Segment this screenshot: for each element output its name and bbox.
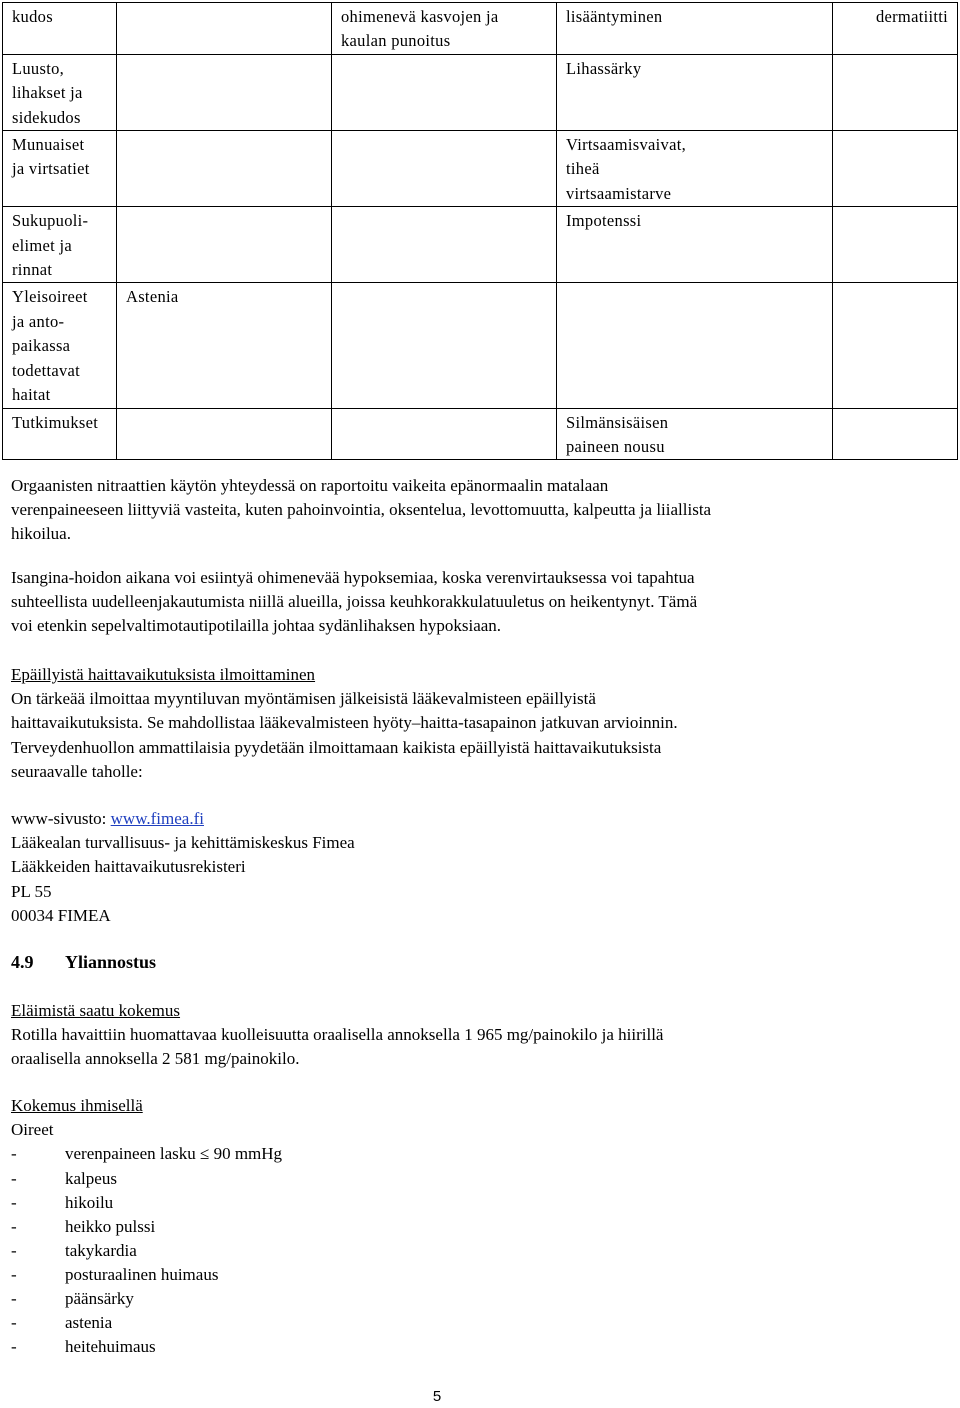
table-cell: [117, 408, 332, 460]
website-line: [11, 807, 871, 831]
table-cell: Virtsaamisvaivat, tiheä virtsaamistarve: [557, 131, 833, 207]
table-cell: [117, 54, 332, 130]
table-cell: ohimenevä kasvojen ja kaulan punoitus: [332, 3, 557, 55]
table-cell: [117, 131, 332, 207]
table-cell: [332, 54, 557, 130]
symptom-text: päänsärky: [65, 1288, 134, 1308]
bullet-dash: -: [11, 1313, 17, 1333]
table-cell-organ: Sukupuoli- elimet ja rinnat: [3, 207, 117, 283]
symptoms-heading: Oireet: [11, 1120, 54, 1140]
text-line: Orgaanisten nitraattien käytön yhteydessä on raportoitu vaikeita epänormaalin matalaan: [11, 476, 609, 495]
table-cell-organ: Tutkimukset: [3, 408, 117, 460]
text-line: haittavaikutuksista. Se mahdollistaa lääkevalmisteen hyöty–haitta-tasapainon jatkuvan arvioinnin.: [11, 713, 678, 733]
page-number: 5: [432, 1388, 442, 1405]
text-line: hikoilua.: [11, 524, 71, 544]
table-cell-organ: Luusto, lihakset ja sidekudos: [3, 54, 117, 130]
symptom-text: heikko pulssi: [65, 1216, 156, 1236]
table-cell: [557, 283, 833, 408]
symptom-list: [11, 1142, 871, 1359]
bullet-dash: -: [11, 1288, 17, 1308]
human-experience-section: [11, 1094, 871, 1359]
symptom-text: kalpeus: [65, 1168, 117, 1188]
table-row: [3, 131, 958, 207]
address-line: Lääkkeiden haittavaikutusrekisteri: [11, 857, 246, 877]
adverse-effects-table: [2, 2, 958, 460]
list-item: [11, 1191, 871, 1215]
table-cell: [332, 283, 557, 408]
list-item: [11, 1215, 871, 1239]
table-cell: [833, 131, 958, 207]
table-row: [3, 207, 958, 283]
table-header-row: [3, 3, 958, 55]
bullet-dash: -: [11, 1240, 17, 1260]
table-cell: kudos: [3, 3, 117, 55]
bullet-dash: -: [11, 1337, 17, 1357]
list-item: [11, 1287, 871, 1311]
symptom-text: hikoilu: [65, 1192, 114, 1212]
section-title: Yliannostus: [65, 952, 157, 972]
adverse-reporting-section: [11, 663, 871, 784]
table-cell: Impotenssi: [557, 207, 833, 283]
contact-block: [11, 807, 871, 928]
table-cell-organ: Munuaiset ja virtsatiet: [3, 131, 117, 207]
list-item: [11, 1167, 871, 1191]
bullet-dash: -: [11, 1264, 17, 1284]
list-item: [11, 1335, 871, 1359]
text-line: verenpaineeseen liittyviä vasteita, kuten pahoinvointia, oksentelua, levottomuutta, kalpeutta ja liiallista: [11, 500, 712, 520]
text-line: oraalisella annoksella 2 581 mg/painokilo.: [11, 1049, 300, 1069]
table-cell: [332, 207, 557, 283]
bullet-dash: -: [11, 1192, 17, 1212]
symptom-text: heitehuimaus: [65, 1337, 156, 1357]
text-line: Rotilla havaittiin huomattavaa kuolleisuutta oraalisella annoksella 1 965 mg/painokilo ja hiirillä: [11, 1025, 664, 1045]
table-row: [3, 408, 958, 460]
table-cell: [117, 3, 332, 55]
table-row: [3, 283, 958, 408]
section-heading: [11, 952, 871, 973]
table-cell: Lihassärky: [557, 54, 833, 130]
text-line: On tärkeää ilmoittaa myyntiluvan myöntämisen jälkeisistä lääkevalmisteen epäillyistä: [11, 689, 596, 709]
table-cell: [833, 408, 958, 460]
text-line: Terveydenhuollon ammattilaisia pyydetään ilmoittamaan kaikista epäillyistä haittavaikutuksista: [11, 737, 662, 757]
table-cell: [833, 283, 958, 408]
table-cell: [833, 207, 958, 283]
symptom-text: posturaalinen huimaus: [65, 1264, 219, 1284]
nitrate-hypotension-paragraph: [11, 474, 871, 547]
address-line: 00034 FIMEA: [11, 905, 111, 925]
table-cell-organ: Yleisoireet ja anto- paikassa todettavat haitat: [3, 283, 117, 408]
table-cell: Astenia: [117, 283, 332, 408]
table-cell: lisääntyminen: [557, 3, 833, 55]
section-subheading: Eläimistä saatu kokemus: [11, 1001, 181, 1020]
text-line: suhteellista uudelleenjakautumista niillä alueilla, joissa keuhkorakkulatuuletus on heikentynyt. Tämä: [11, 592, 698, 612]
list-item: [11, 1239, 871, 1263]
table-cell: dermatiitti: [833, 3, 958, 55]
symptom-text: astenia: [65, 1313, 113, 1333]
list-item: [11, 1263, 871, 1287]
table-cell: [117, 207, 332, 283]
animal-experience-section: [11, 999, 871, 1072]
bullet-dash: -: [11, 1144, 17, 1164]
symptom-text: takykardia: [65, 1240, 137, 1260]
fimea-link[interactable]: www.fimea.fi: [110, 809, 204, 828]
table-row: [3, 54, 958, 130]
section-subheading: Kokemus ihmisellä: [11, 1096, 143, 1115]
list-item: [11, 1311, 871, 1335]
bullet-dash: -: [11, 1216, 17, 1236]
website-label: www-sivusto:: [11, 809, 111, 828]
bullet-dash: -: [11, 1168, 17, 1188]
section-subheading: Epäillyistä haittavaikutuksista ilmoittaminen: [11, 665, 316, 684]
hypoxemia-paragraph: [11, 566, 871, 639]
address-line: Lääkealan turvallisuus- ja kehittämiskeskus Fimea: [11, 833, 355, 853]
address-line: PL 55: [11, 881, 52, 901]
list-item: [11, 1142, 871, 1166]
section-number: 4.9: [11, 952, 34, 972]
table-cell: [332, 408, 557, 460]
text-line: Isangina-hoidon aikana voi esiintyä ohimenevää hypoksemiaa, koska verenvirtauksessa voi tapahtua: [11, 568, 695, 587]
table-cell: Silmänsisäisen paineen nousu: [557, 408, 833, 460]
symptom-text: verenpaineen lasku ≤ 90 mmHg: [65, 1144, 283, 1164]
text-line: seuraavalle taholle:: [11, 761, 143, 781]
table-cell: [332, 131, 557, 207]
table-cell: [833, 54, 958, 130]
text-line: voi etenkin sepelvaltimotautipotilailla johtaa sydänlihaksen hypoksiaan.: [11, 616, 502, 636]
